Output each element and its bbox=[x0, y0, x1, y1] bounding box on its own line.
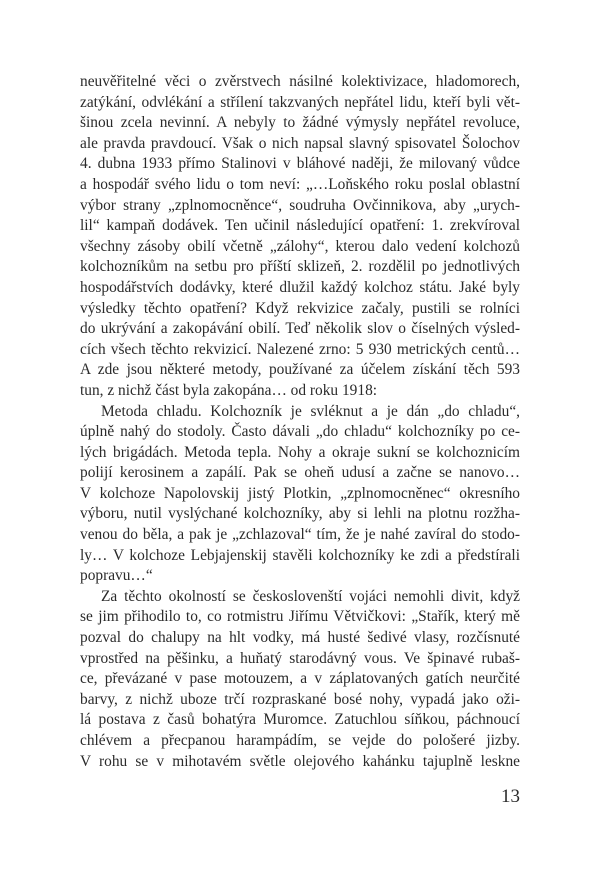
text-line: neuvěřitelné věci o zvěrstvech násilné kolektivizace, hladomorech, bbox=[80, 73, 520, 90]
text-line: Za těchto okolností se českoslovenští vojáci nemohli divit, když bbox=[101, 587, 520, 605]
text-line: všechny zásoby obilí včetně „zálohy“, kterou dalo vedení kolchozů bbox=[80, 237, 520, 255]
text-line: barvy, z nichž uboze trčí rozpraskané bosé nohy, vypadá jako oži- bbox=[80, 690, 520, 708]
text-line: výboru, nutil vyslýchané kolchozníky, aby si lehli na plotnu rozžha- bbox=[80, 505, 520, 523]
text-line: vprostřed na pěšinku, a huňatý starodávný vous. Ve špinavé rubaš- bbox=[80, 649, 520, 667]
text-line: popravu…“ bbox=[80, 567, 153, 585]
text-line: 4. dubna 1933 přímo Stalinovi v bláhové naději, že milovaný vůdce bbox=[80, 155, 520, 173]
page-number: 13 bbox=[501, 786, 520, 807]
text-line: cích všech těchto rekvizicí. Nalezené zrno: 5 930 metrických centů… bbox=[80, 340, 520, 358]
text-line: a hospodář svého lidu o tom neví: „…Loňského roku poslal oblastní bbox=[80, 175, 520, 193]
text-line: V kolchoze Napolovskij jistý Plotkin, „zplnomocněnec“ okresního bbox=[80, 484, 520, 502]
text-line: lých brigádách. Metoda tepla. Nohy a okraje sukní se kolchoznicím bbox=[80, 443, 520, 461]
text-line: ce, převázané v pase motouzem, a v záplatovaných gatích neurčité bbox=[80, 670, 520, 688]
text-line: se jim přihodilo to, co rotmistru Jiřímu Větvičkovi: „Stařík, který mě bbox=[80, 608, 520, 626]
text-line: chlévem a přecpanou harampádím, se vejde do pološeré jizby. bbox=[80, 732, 520, 749]
text-line: polijí kerosinem a zapálí. Pak se oheň udusí a začne se nanovo… bbox=[80, 464, 520, 482]
body-text bbox=[80, 72, 520, 772]
text-line: Metoda chladu. Kolchozník je svléknut a je dán „do chladu“, bbox=[101, 402, 520, 420]
text-line: A zde jsou některé metody, používané za účelem získání těch 593 bbox=[80, 361, 520, 379]
text-line: výsledky těchto opatření? Když rekvizice začaly, pustili se rolníci bbox=[80, 299, 520, 317]
text-line: úplně nahý do stodoly. Často dávali „do chladu“ kolchozníky po ce- bbox=[80, 423, 520, 441]
text-line: lá postava z časů bohatýra Muromce. Zatuchlou síňkou, páchnoucí bbox=[80, 711, 520, 729]
text-line: zatýkání, odvlékání a střílení takzvaných nepřátel lidu, kteří byli vět- bbox=[80, 93, 520, 111]
text-line: kolchozníkům na setbu pro příští sklizeň, 2. rozdělil po jednotlivých bbox=[80, 258, 520, 276]
text-line: ly… V kolchoze Lebjajenskij stavěli kolchozníky ke zdi a předstírali bbox=[80, 546, 520, 564]
text-line: hospodářstvích dodávky, které dlužil každý kolchoz státu. Jaké byly bbox=[80, 278, 520, 296]
text-line: ale pravda pravdoucí. Však o nich napsal slavný spisovatel Šolochov bbox=[80, 134, 520, 152]
text-line: výbor strany „zplnomocněnce“, soudruha Ovčinnikova, aby „urych- bbox=[80, 196, 520, 214]
text-line: V rohu se v mihotavém světle olejového kahánku tajuplně leskne bbox=[80, 752, 520, 770]
text-line: šinou zcela nevinní. A nebyly to žádné výmysly nepřátel revoluce, bbox=[80, 114, 520, 132]
text-line: do ukrývání a zakopávání obilí. Teď několik slov o číselných výsled- bbox=[80, 320, 520, 338]
text-line: lil“ kampaň dodávek. Ten učinil následující opatření: 1. zrekvíroval bbox=[80, 217, 520, 235]
text-line: tun, z nichž část byla zakopána… od roku 1918: bbox=[80, 381, 378, 399]
text-line: venou do běla, a pak je „zchlazoval“ tím, že je nahé zavíral do stodo- bbox=[80, 526, 520, 544]
text-line: pozval do chalupy na hlt vodky, má husté šedivé vlasy, rozčísnuté bbox=[80, 629, 520, 647]
